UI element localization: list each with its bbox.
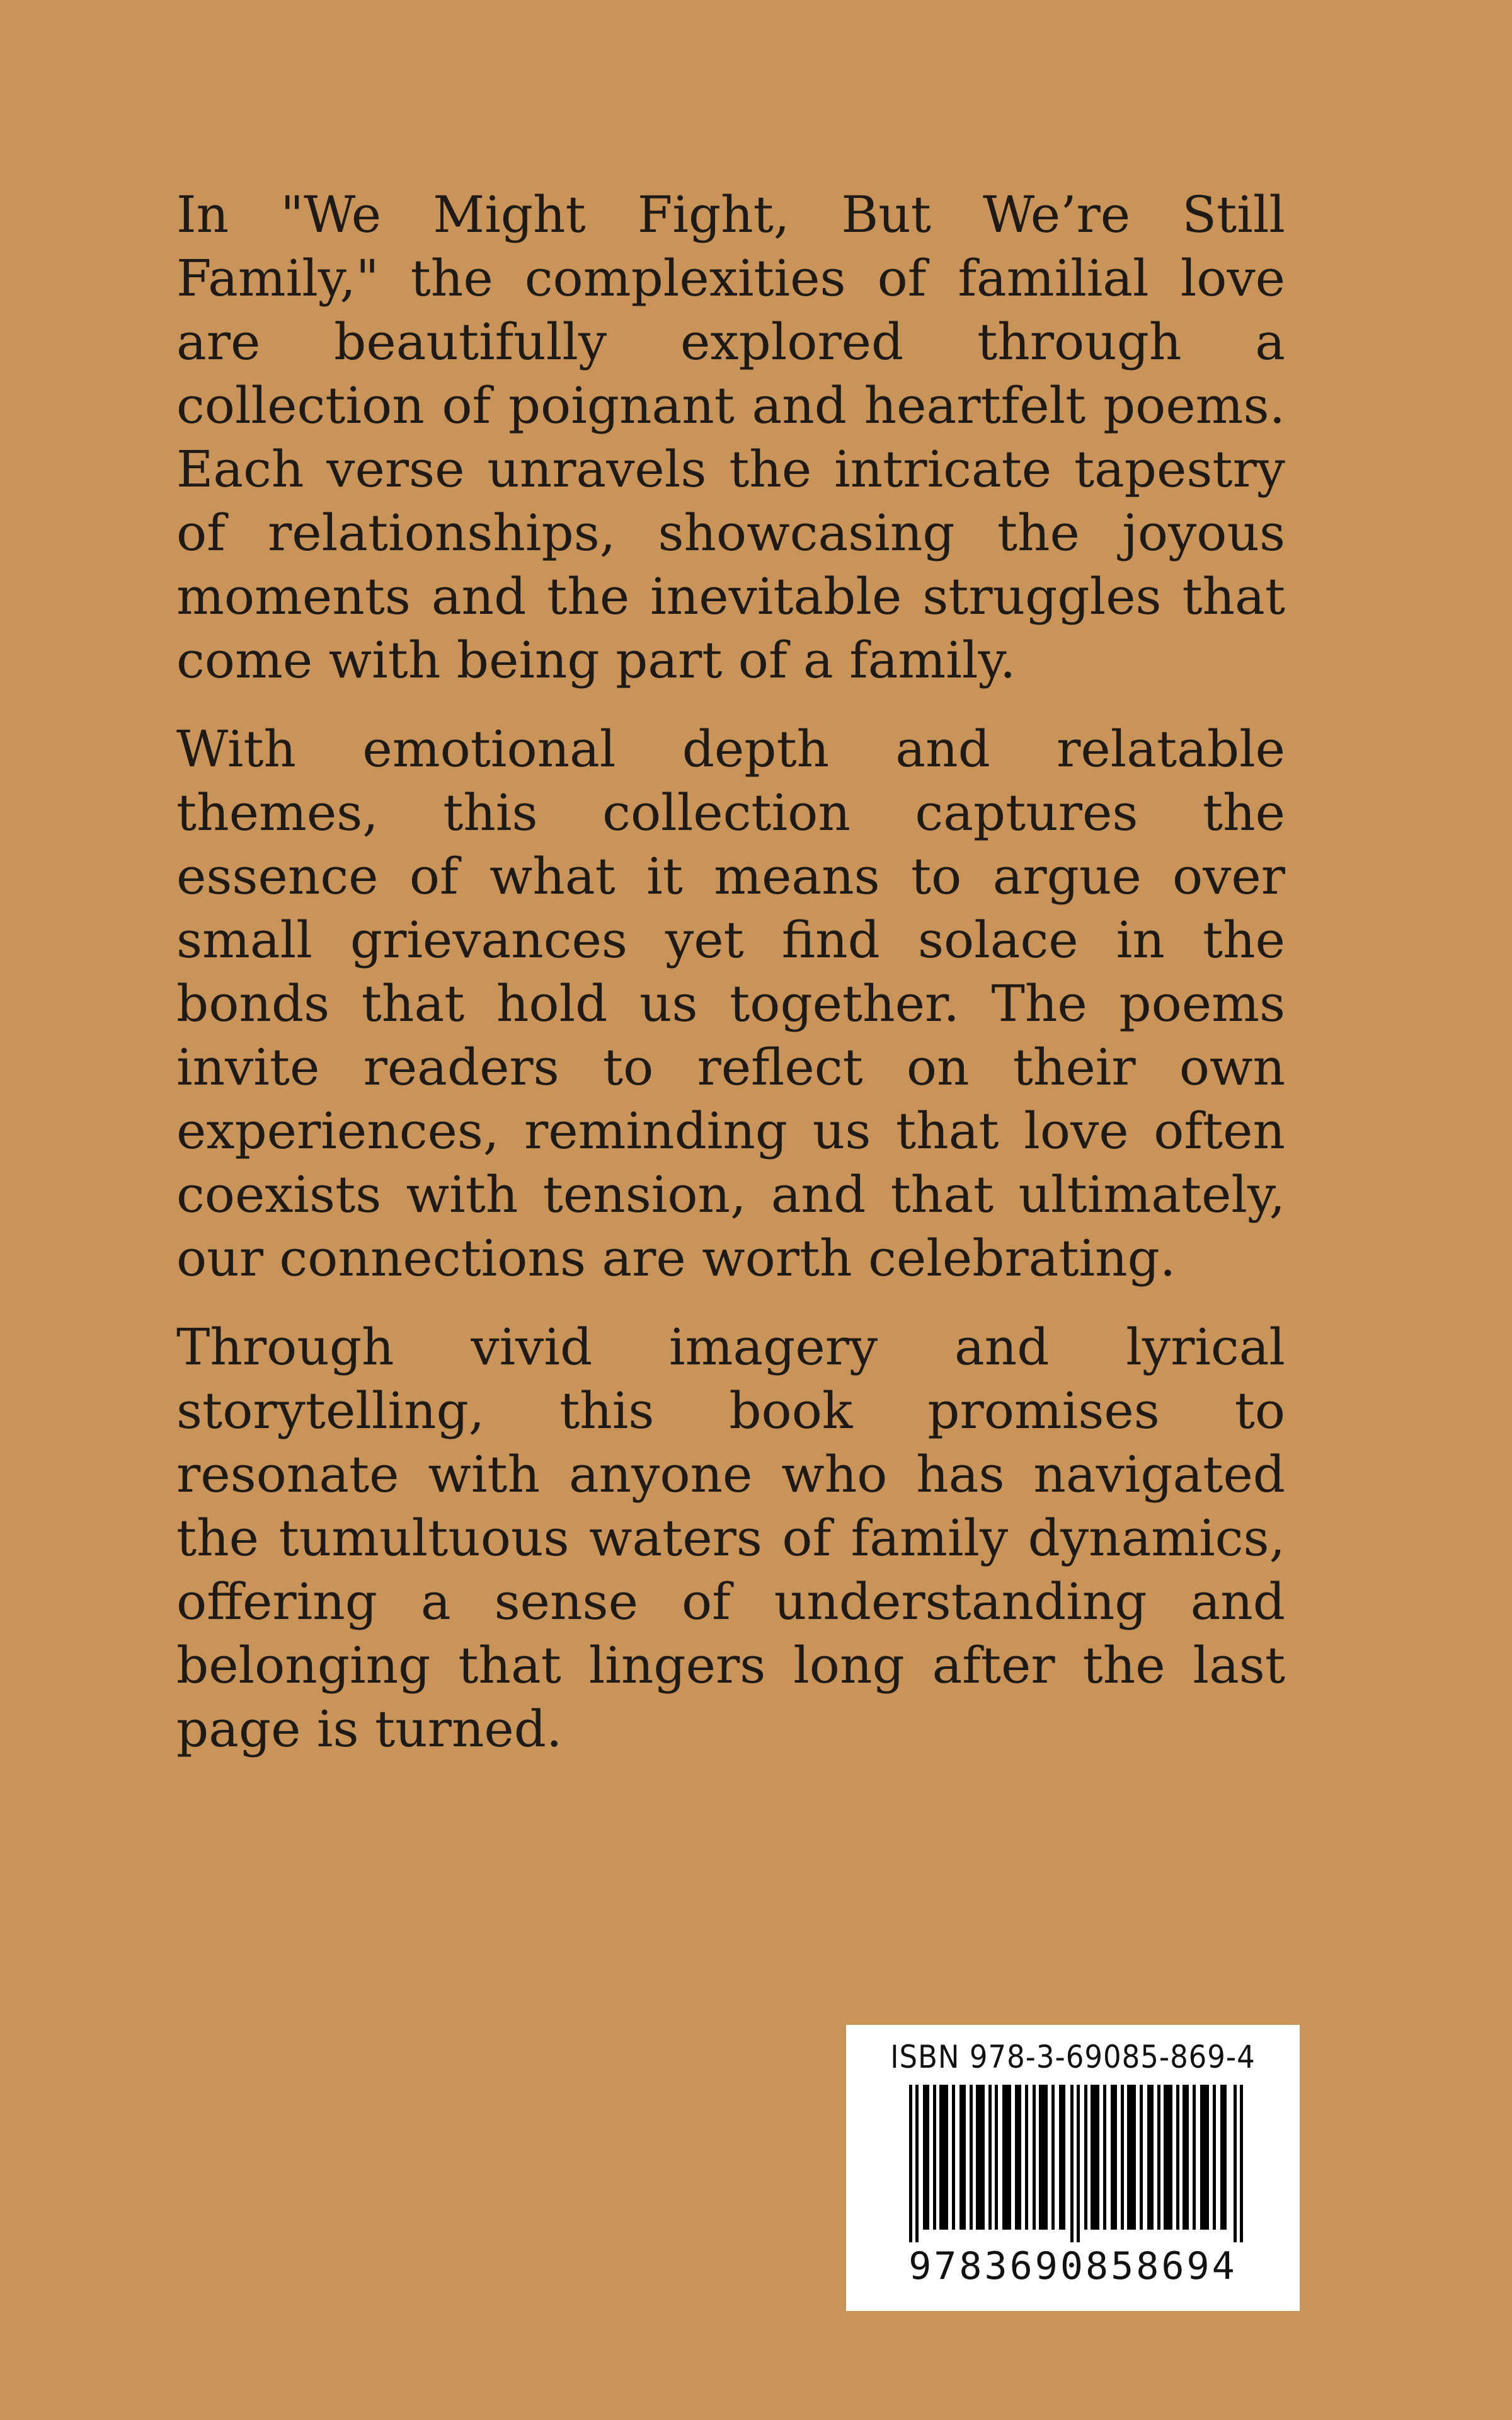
blurb-paragraph-3: Through vivid imagery and lyrical storytelling, this book promises to resonate with anyone who has navigated the tumultuous waters of family dynamics, offering a sense of understanding and belonging that lingers long after the last page is turned.	[176, 1318, 1285, 1758]
blurb-text	[176, 183, 1285, 1786]
blurb-paragraph-1: In "We Might Fight, But We’re Still Family," the complexities of familial love are beautifully explored through a collection of poignant and heartfelt poems. Each verse unravels the intricate tapestry of relationships, showcasing the joyous moments and the inevitable struggles that come with being part of a family.	[176, 185, 1285, 689]
barcode-icon	[909, 2085, 1243, 2242]
isbn-label: ISBN 978-3-69085-869-4	[890, 2039, 1256, 2075]
blurb-paragraph-2: With emotional depth and relatable themes, this collection captures the essence of what it means to argue over small grievances yet find solace in the bonds that hold us together. The poems invite readers to reflect on their own experiences, reminding us that love often coexists with tension, and that ultimately, our connections are worth celebrating.	[176, 720, 1285, 1288]
isbn-barcode-panel	[846, 2025, 1300, 2311]
ean-number: 9783690858694	[908, 2244, 1237, 2288]
